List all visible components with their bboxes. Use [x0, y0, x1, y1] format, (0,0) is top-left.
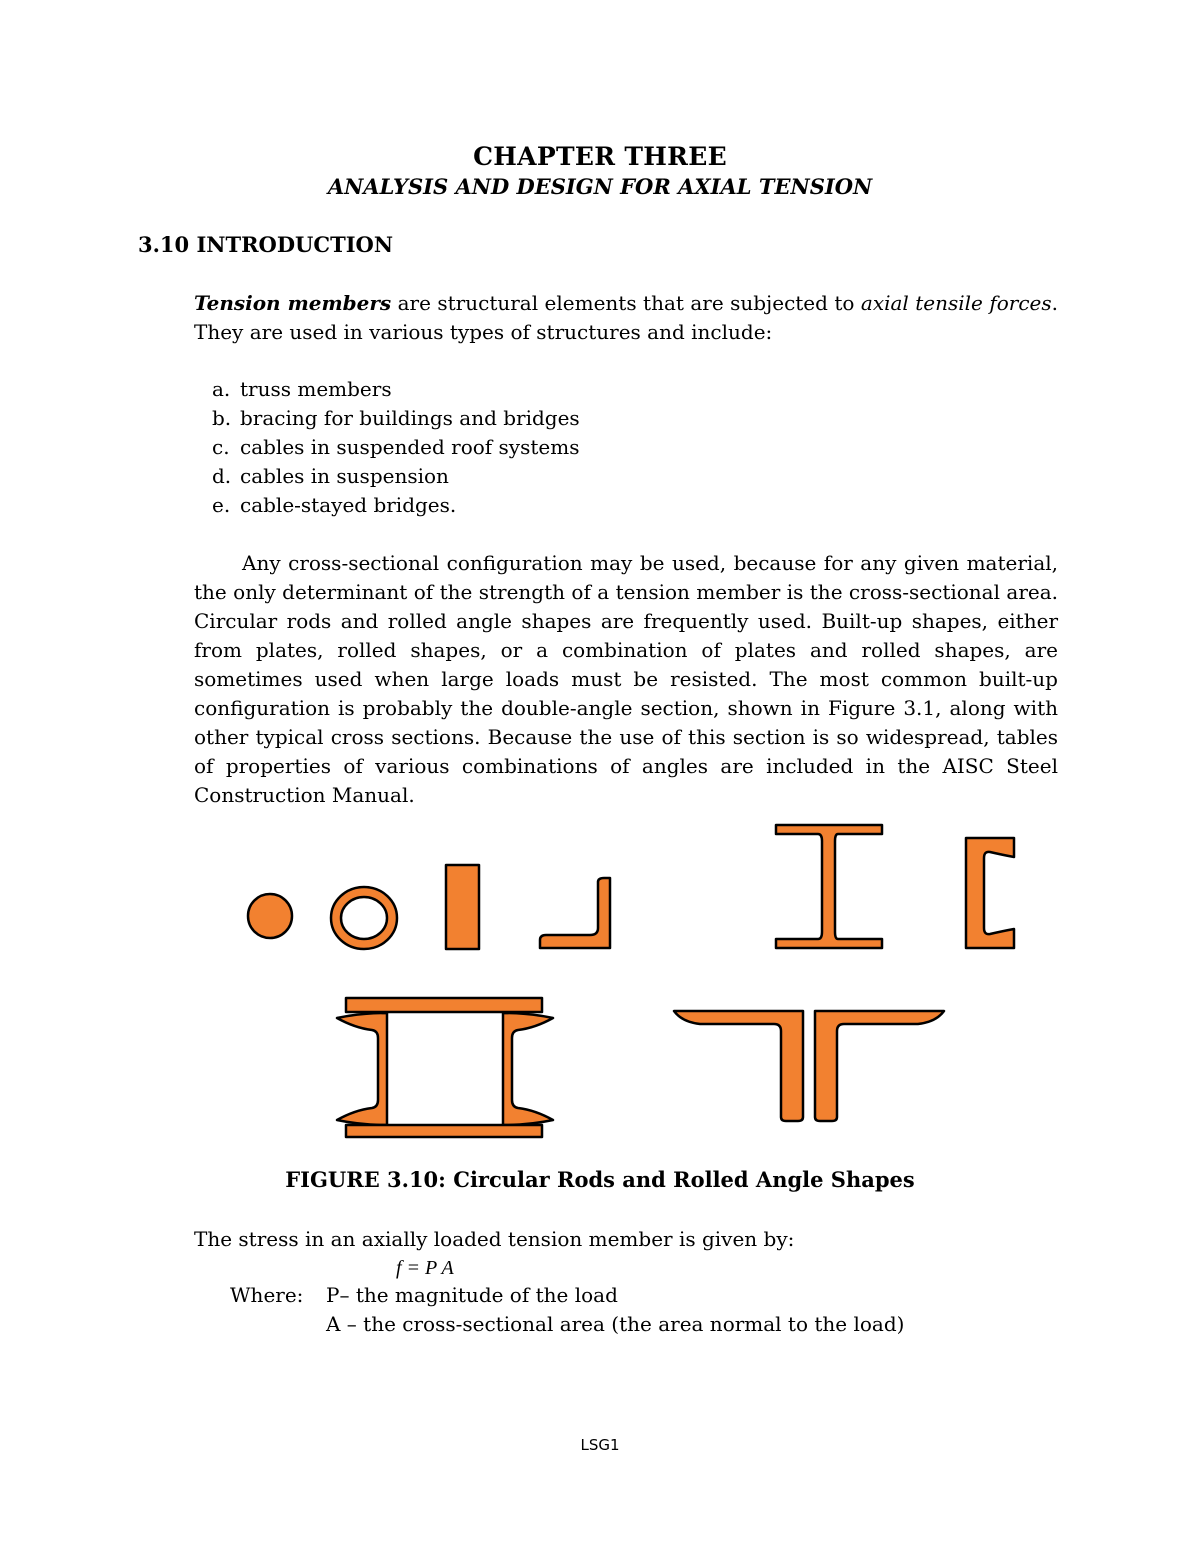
intro-term: Tension members: [194, 291, 392, 315]
section-heading: 3.10 INTRODUCTION: [138, 232, 394, 257]
left-double-angle-shape: [674, 1011, 803, 1121]
intro-paragraph: [194, 289, 1058, 347]
list-marker: d.: [212, 464, 232, 488]
list-marker: e.: [212, 493, 231, 517]
body-paragraph: Any cross-sectional configuration may be used, because for any given material, the only determinant of the strength of a tension member is the cross-sectional area. Circular rods and rolled angle shapes are frequently used. Built-up shapes, either from plates, rolled shapes, or a combination of plates and rolled shapes, are sometimes used when large loads must be resisted. The most common built-up configuration is probably the double-angle section, shown in Figure 3.1, along with other typical cross sections. Because the use of this section is so widespread, tables of properties of various combinations of angles are included in the AISC Steel Construction Manual.: [194, 551, 1058, 807]
stress-intro-text: The stress in an axially loaded tension member is given by:: [194, 1227, 795, 1251]
list-item: [212, 491, 580, 520]
left-channel-shape: [337, 1013, 387, 1125]
where-label: Where:: [230, 1283, 304, 1307]
w-shape: [776, 825, 882, 948]
channel-shape: [966, 838, 1014, 948]
list-item-text: cable-stayed bridges.: [240, 493, 457, 517]
flat-bar-shape: [446, 865, 479, 949]
list-item: [212, 433, 580, 462]
list-item: [212, 404, 580, 433]
list-item: [212, 462, 580, 491]
definition-area: A – the cross-sectional area (the area normal to the load): [326, 1312, 905, 1336]
definition-load: P– the magnitude of the load: [326, 1283, 618, 1307]
solid-rod-shape: [248, 894, 292, 938]
intro-text-1: are structural elements that are subjected to: [391, 291, 861, 315]
stress-formula: f = P A: [396, 1257, 454, 1279]
list-item: [212, 375, 580, 404]
list-marker: c.: [212, 435, 230, 459]
list-marker: a.: [212, 377, 231, 401]
list-item-text: cables in suspension: [240, 464, 449, 488]
list-item-text: cables in suspended roof systems: [240, 435, 580, 459]
list-item-text: truss members: [240, 377, 392, 401]
intro-text-2: . They are used in various types of structures and include:: [194, 291, 1058, 344]
right-double-angle-shape: [815, 1011, 944, 1121]
chapter-subtitle: ANALYSIS AND DESIGN FOR AXIAL TENSION: [327, 174, 873, 199]
chapter-title: CHAPTER THREE: [473, 142, 727, 171]
pipe-shape: [331, 887, 397, 949]
list-item-text: bracing for buildings and bridges: [240, 406, 580, 430]
angle-shape: [540, 878, 610, 948]
list-marker: b.: [212, 406, 232, 430]
intro-italic: axial tensile forces: [860, 291, 1052, 315]
structure-types-list: [212, 375, 580, 520]
figure-caption: FIGURE 3.10: Circular Rods and Rolled Angle Shapes: [285, 1167, 915, 1192]
page-footer: LSG1: [580, 1436, 620, 1454]
top-cover-plate-shape: [346, 998, 542, 1012]
right-channel-shape: [503, 1013, 553, 1125]
bottom-cover-plate-shape: [346, 1125, 542, 1137]
